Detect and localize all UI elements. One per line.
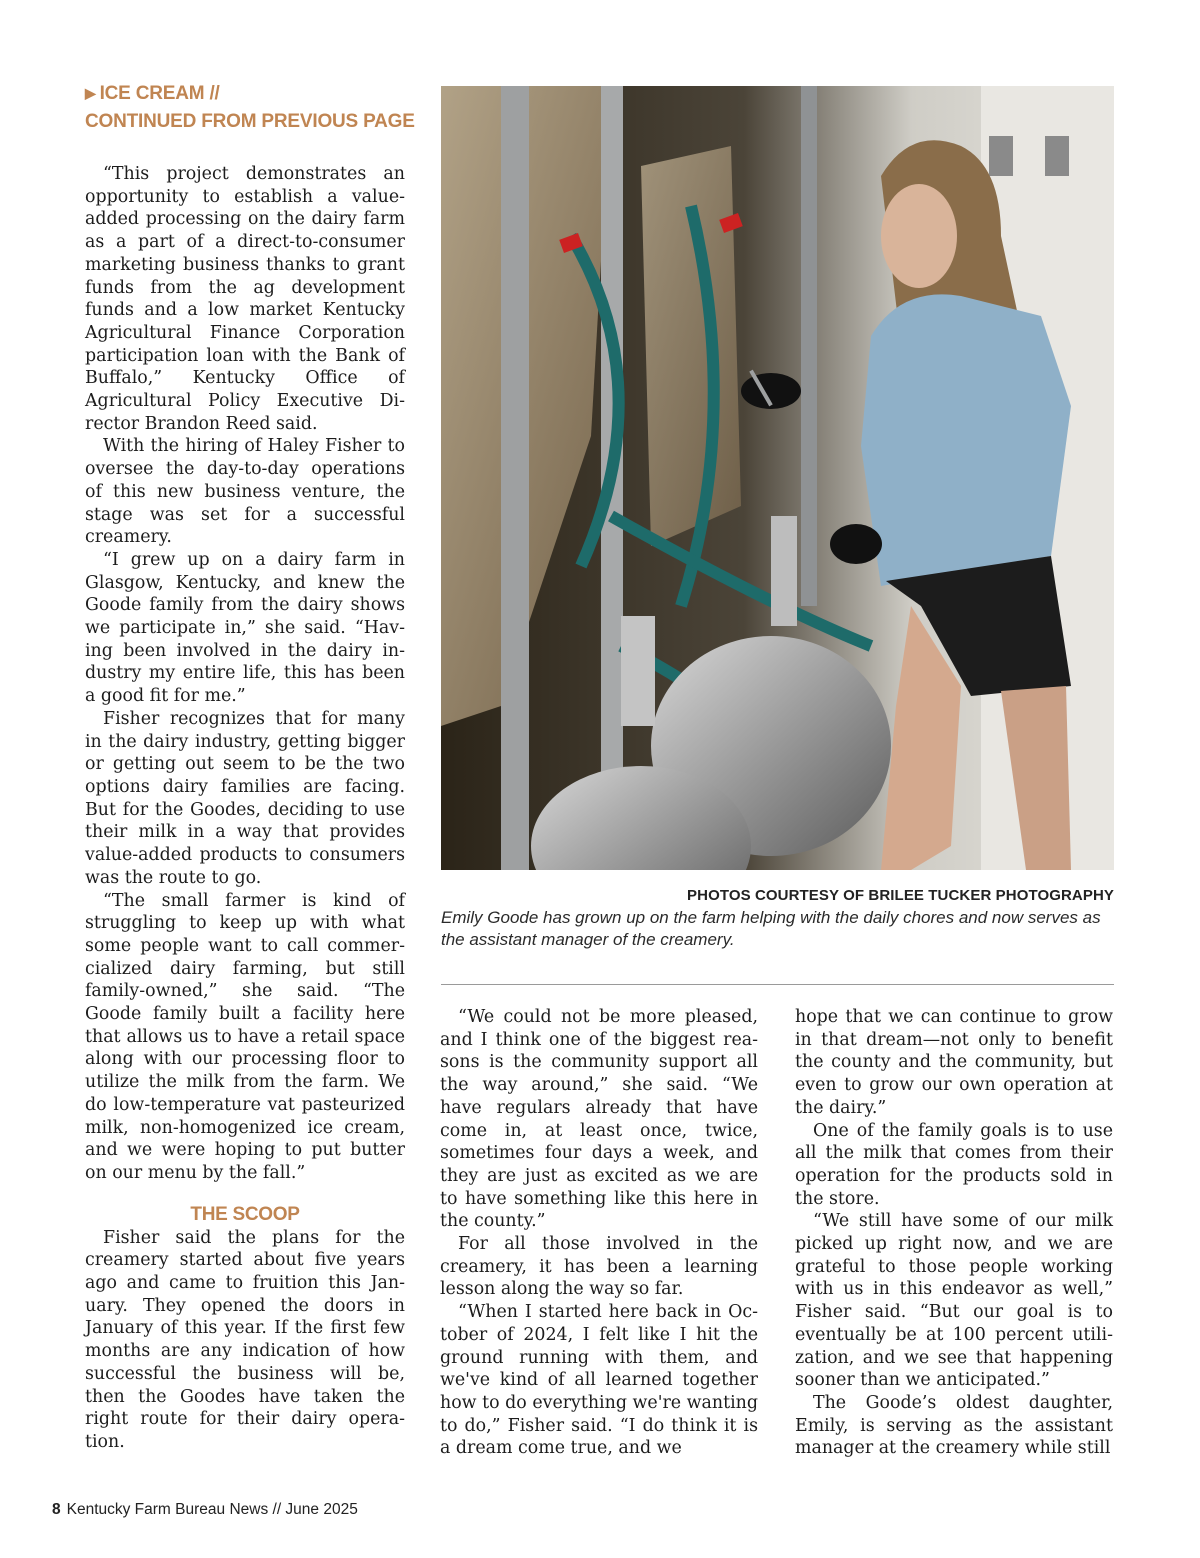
triangle-icon: ▶ [85, 85, 96, 101]
publication-name: Kentucky Farm Bureau News // June 2025 [66, 1501, 358, 1518]
paragraph: One of the family goals is to use all the milk that comes from their operation for the products sold in the store. [795, 1120, 1113, 1209]
kicker-line-1 [85, 80, 425, 108]
paragraph: “This project demonstrates an opportunity to establish a value-added processing on the dairy farm as a part of a direct-to-consumer marketing business thanks to grant funds from the ag development funds and a low market Kentucky Agricultural Finance Corporation participation loan with the Bank of Buffalo,” Kentucky Office of Agricultural Policy Executive Director Brandon Reed said. [85, 164, 405, 434]
paragraph-continuation: hope that we can continue to grow in that dream—not only to benefit the county and the community, but even to grow our own operation at the dairy.” [795, 1007, 1113, 1118]
page-number: 8 [52, 1501, 61, 1518]
paragraph: The Goode’s oldest daughter, Emily, is serving as the assistant manager at the creamery while still [795, 1392, 1113, 1459]
paragraph: “We still have some of our milk picked up right now, and we are grateful to those people working with us in this endeavor as well,” Fisher said. “But our goal is to eventually be at 100 percent utilization, and we see that happening sooner than we anticipated.” [795, 1211, 1113, 1391]
paragraph: Fisher said the plans for the creamery started about five years ago and came to fruition this January. They opened the doors in January of this year. If the first few months are any indication of how successful the business will be, then the Goodes have taken the right route for their dairy operation. [85, 1227, 405, 1452]
paragraph: Fisher recognizes that for many in the dairy industry, getting bigger or getting out seem to be the two options dairy families are facing. But for the Goodes, deciding to use their milk in a way that provides value-added products to consumers was the route to go. [85, 708, 405, 888]
divider [441, 984, 1114, 985]
paragraph: “I grew up on a dairy farm in Glasgow, Kentucky, and knew the Goode family from the dairy shows we participate in,” she said. “Having been involved in the dairy industry my entire life, this has been a good fit for me.” [85, 549, 405, 707]
paragraph: For all those involved in the creamery, it has been a learning lesson along the way so far. [440, 1234, 758, 1300]
kicker-line-2: CONTINUED FROM PREVIOUS PAGE [85, 111, 415, 132]
article-column-1 [85, 163, 405, 1454]
page-footer [52, 1500, 358, 1520]
milking-parlor-photo [441, 86, 1114, 870]
paragraph: “The small farmer is kind of struggling to keep up with what some people want to call commercialized dairy farming, but still family-owned,” she said. “The Goode family built a facility here that allows us to have a retail space along with our processing floor to utilize the milk from the farm. We do low-temperature vat pasteurized milk, non-homogenized ice cream, and we were hoping to put butter on our menu by the fall.” [85, 890, 405, 1183]
paragraph: “When I started here back in October of 2024, I felt like I hit the ground running with them, and we've kind of all learned together how to do everything we're wanting to do,” Fisher said. “I do think it is a dream come true, and we [440, 1302, 758, 1459]
paragraph: “We could not be more pleased, and I think one of the biggest reasons is the community support all the way around,” she said. “We have regulars already that have come in, at least once, twice, sometimes four days a week, and they are just as excited as we are to have something like this here in the county.” [440, 1007, 758, 1232]
subheading: THE SCOOP [190, 1203, 300, 1225]
paragraph: With the hiring of Haley Fisher to oversee the day-to-day operations of this new business venture, the stage was set for a successful creamery. [85, 436, 405, 548]
kicker-section-label: ICE CREAM // [99, 83, 220, 104]
article-column-3 [795, 1006, 1113, 1460]
article-photo [441, 86, 1114, 870]
photo-credit: PHOTOS COURTESY OF BRILEE TUCKER PHOTOGRAPHY [687, 887, 1114, 904]
article-column-2 [440, 1006, 758, 1460]
photo-caption: Emily Goode has grown up on the farm helping with the daily chores and now serves as the assistant manager of the creamery. [441, 908, 1101, 949]
section-kicker [85, 80, 425, 136]
